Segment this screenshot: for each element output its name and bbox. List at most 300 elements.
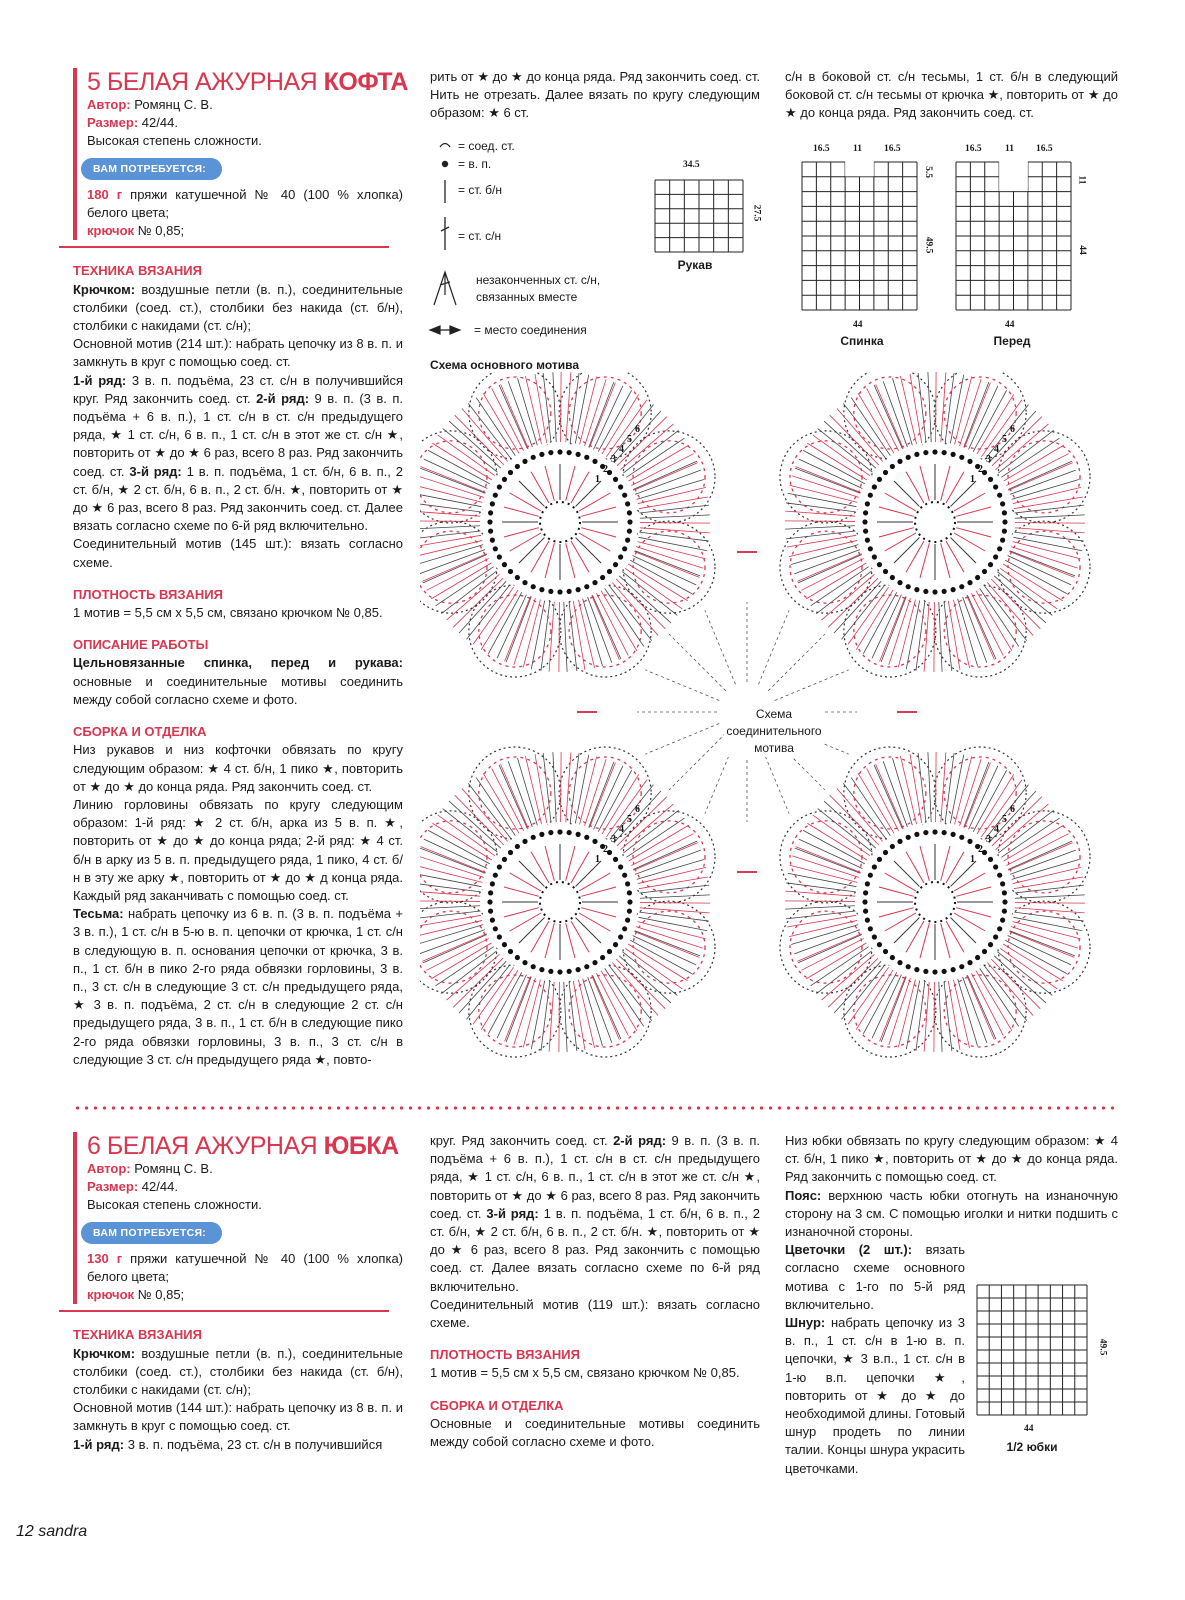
- row-number: 5: [1002, 434, 1007, 445]
- chain-dot: [539, 587, 544, 592]
- chain-dot: [502, 942, 507, 947]
- stitch: [420, 526, 480, 529]
- p6-cord-key: Шнур:: [785, 1315, 826, 1331]
- stitch: [785, 511, 855, 516]
- p6-tech-key: Крючком:: [73, 1345, 136, 1361]
- chain-dot: [539, 452, 544, 457]
- chain-dot: [1002, 529, 1007, 534]
- chain-dot: [490, 501, 495, 506]
- stitch: [858, 773, 894, 833]
- chain-dot: [627, 899, 632, 904]
- chain-dot: [1000, 881, 1005, 886]
- chain-dot: [622, 546, 627, 551]
- chain-dot: [1002, 890, 1007, 895]
- p5-tech-key: Крючком:: [73, 281, 136, 297]
- chain-dot: [493, 873, 498, 878]
- p6-tech-value: воздушные петли (в. п.), соединительные столбики (соед. ст.), столбики без накида (ст. б/н), столбики с накидами (ст. с/н);: [73, 1345, 403, 1398]
- chain-dot: [988, 857, 993, 862]
- chain-dot: [988, 942, 993, 947]
- p5-desc-heading: ОПИСАНИЕ РАБОТЫ: [73, 637, 209, 653]
- chain-dot: [997, 926, 1002, 931]
- chain-dot: [897, 580, 902, 585]
- chain-dot: [622, 926, 627, 931]
- stitch: [566, 372, 571, 442]
- p6-flowers-value: вязать согласно схеме основного мотива с 1-го по 5-й ряд включительно.: [785, 1242, 965, 1312]
- connecting-motif-label: Схема соединительного мотива: [724, 706, 824, 757]
- chain-dot: [932, 969, 937, 974]
- stitch: [633, 463, 697, 491]
- chain-dot: [613, 477, 618, 482]
- neckline-cutout: [845, 162, 874, 177]
- p5-yarn-value: пряжи катушечной № 40 (100 % хлопка) белого цвета;: [87, 186, 403, 221]
- p6-difficulty: Высокая степень сложности.: [87, 1197, 262, 1213]
- p5-row2-value: 9 в. п. (3 в. п. подъёма + 6 в. п.), 1 ст. с/н в ст. с/н предыдущего ряда, ★ 1 ст. с/н, 6 в. п., 1 ст. с/н в этот же ст. с/н ★, повторить от ★ до ★ 6 раз, всего 8 раз. Ряд закончить соед. ст.: [73, 390, 403, 479]
- stitch: [939, 602, 942, 672]
- chain-dot: [959, 455, 964, 460]
- stitch: [431, 563, 491, 599]
- chain-dot: [942, 589, 947, 594]
- chain-dot: [883, 850, 888, 855]
- chain-dot: [488, 510, 493, 515]
- chain-dot: [890, 464, 895, 469]
- p6-c2-start: круг. Ряд закончить соед. ст.: [430, 1133, 608, 1148]
- legend-decrease-b: связанных вместе: [476, 290, 578, 304]
- p6-author: [87, 1160, 403, 1178]
- chain-dot: [993, 934, 998, 939]
- stitch: [637, 859, 704, 879]
- chain-dot: [967, 580, 972, 585]
- chain-dot: [488, 890, 493, 895]
- chain-dot: [584, 964, 589, 969]
- p6-motif: Основной мотив (144 шт.): набрать цепочку из 8 в. п. и замкнуть в круг с помощью соед. ст.: [73, 1400, 403, 1434]
- stitch: [596, 973, 628, 1035]
- chain-dot: [487, 899, 492, 904]
- p5-size-value: 42/44.: [141, 115, 178, 131]
- row-number: 4: [994, 444, 999, 455]
- p5-hook: [87, 222, 403, 240]
- skirt-grid: [977, 1285, 1087, 1415]
- stitch: [939, 982, 942, 1052]
- p6-author-key: Автор:: [87, 1161, 131, 1176]
- skirt-height: 49.5: [1097, 1338, 1108, 1356]
- chain-dot: [592, 459, 597, 464]
- legend-dc: = ст. с/н: [458, 229, 502, 243]
- stitch: [976, 591, 1012, 651]
- p5-yarn: [87, 186, 403, 222]
- stitch: [787, 915, 856, 927]
- chain-dot: [618, 934, 623, 939]
- chain-dot: [975, 955, 980, 960]
- front-grid: [956, 162, 1071, 311]
- p6-yarn: [87, 1250, 403, 1286]
- p5-assembly-1: Низ рукавов и низ кофточки обвязать по кругу следующим образом: ★ 4 ст. б/н, 1 пико ★, повторить от ★ до ★ до конца ряда. Ряд закончить соед. ст.: [73, 742, 403, 794]
- chain-dot: [1000, 538, 1005, 543]
- p6-author-value: Ромянц С. В.: [134, 1161, 213, 1176]
- stitch: [561, 752, 562, 822]
- chain-dot: [993, 864, 998, 869]
- p5-yarn-key: 180 г: [87, 186, 123, 202]
- neckline-cutout: [999, 162, 1028, 192]
- chain-dot: [622, 493, 627, 498]
- stitch: [492, 768, 524, 830]
- chain-dot: [584, 584, 589, 589]
- row-number: 6: [1010, 804, 1015, 815]
- row-number: 3: [611, 454, 616, 465]
- chain-dot: [515, 844, 520, 849]
- chain-dot: [531, 584, 536, 589]
- row-number: 4: [619, 824, 624, 835]
- stitch: [797, 934, 861, 962]
- stitch: [631, 454, 693, 486]
- chain-dot: [497, 864, 502, 869]
- stitch: [785, 901, 855, 902]
- row-number: 6: [1010, 424, 1015, 435]
- p6-number: 6: [87, 1132, 101, 1160]
- p6-row1-value: 3 в. п. подъёма, 23 ст. с/н в получившийся: [127, 1436, 383, 1452]
- chain-dot: [607, 949, 612, 954]
- stitch: [967, 595, 995, 659]
- p5-rows: [73, 372, 403, 536]
- chain-dot: [883, 470, 888, 475]
- chain-dot: [531, 455, 536, 460]
- chain-dot: [592, 580, 597, 585]
- chain-dot: [993, 484, 998, 489]
- chain-dot: [613, 857, 618, 862]
- p5-density: 1 мотив = 5,5 см х 5,5 см, связано крючком № 0,85.: [73, 605, 383, 621]
- stitch: [629, 445, 689, 481]
- chain-dot: [493, 926, 498, 931]
- chain-dot: [906, 835, 911, 840]
- p5-tech: [73, 281, 403, 336]
- p5-assembly-heading: СБОРКА И ОТДЕЛКА: [73, 724, 207, 740]
- connecting-stitch: [645, 723, 719, 754]
- stitch: [971, 973, 1003, 1035]
- chain-dot: [868, 926, 873, 931]
- stitch: [936, 372, 937, 442]
- chain-dot: [865, 501, 870, 506]
- front-side-a: 11: [1076, 175, 1087, 185]
- p5-header: [73, 68, 408, 240]
- chain-dot: [576, 832, 581, 837]
- chain-dot: [862, 899, 867, 904]
- stitch: [797, 554, 861, 582]
- chain-dot: [872, 864, 877, 869]
- stitch: [1015, 515, 1085, 518]
- stitch: [785, 906, 855, 909]
- stitch: [1006, 454, 1068, 486]
- p5-continued: рить от ★ до ★ до конца ряда. Ряд закончить соед. ст. Нить не отрезать. Далее вязать по кругу следующим образом: ★ 6 ст.: [430, 69, 760, 121]
- main-motif: [780, 747, 1090, 1057]
- stitch: [426, 938, 488, 970]
- chain-dot: [906, 964, 911, 969]
- chain-dot: [488, 909, 493, 914]
- stitch: [573, 601, 585, 670]
- p5-tape-value: набрать цепочку из 6 в. п. (3 в. п. подъёма + 3 в. п.), 1 ст. с/н в 5-ю в. п. цепочки от крючка, 1 ст. с/н в следующую в. п. основания цепочки от крючка, 3 в. п., 1 ст. б/н в пико 2-го ряда обвязки горловины, 3 в. п., 3 ст. с/н в следующие 3 ст. с/н предыдущего ряда, ★ 3 в. п. подъёма, 2 ст. с/н в следующие 2 ст. с/н предыдущего ряда, 3 в. п., 1 ст. б/н в следующие пико 2-го ряда обвязки горловины, 3 в. п., 3 ст. с/н в следующие 3 ст. с/н предыдущего ряда ★, повто-: [73, 906, 403, 1067]
- chain-dot: [982, 949, 987, 954]
- chain-dot: [613, 562, 618, 567]
- p6-cord-value: набрать цепочку из 3 в. п., 1 ст. с/н в 1-ю в. п. цепочки, ★ 3 в.п., 1 ст. с/н в 1-ю в.п. цепочки ★, повторить от ★ до ★ до необходимой длины. Готовый шнур продеть по линии талии. Концы шнура украсить цветочками.: [785, 1315, 965, 1476]
- chain-dot: [539, 832, 544, 837]
- stitch: [876, 764, 904, 828]
- p5-col3-text: [785, 68, 1118, 123]
- p5-divider: [59, 246, 389, 248]
- row-number: 2: [603, 464, 608, 475]
- chain-dot: [923, 589, 928, 594]
- legend-join: = место соединения: [474, 323, 587, 337]
- stitch: [566, 752, 571, 822]
- stitch: [967, 975, 995, 1039]
- stitch: [640, 895, 710, 898]
- stitch: [492, 388, 524, 450]
- chain-dot: [988, 477, 993, 482]
- p5-tape: [73, 905, 403, 1069]
- chain-dot: [625, 501, 630, 506]
- stitch: [1005, 560, 1066, 593]
- chain-dot: [872, 484, 877, 489]
- p6-title: [87, 1132, 403, 1160]
- p6-row3-key: 3-й ряд:: [486, 1205, 539, 1221]
- chain-dot: [618, 484, 623, 489]
- motif-scheme-title: Схема основного мотива: [430, 358, 580, 372]
- chain-dot: [548, 830, 553, 835]
- chain-dot: [951, 587, 956, 592]
- front-side-b: 44: [1076, 245, 1087, 255]
- p5-density-heading: ПЛОТНОСТЬ ВЯЗАНИЯ: [73, 586, 223, 602]
- stitch: [561, 372, 562, 442]
- p6-row2-key: 2-й ряд:: [613, 1133, 667, 1148]
- chain-dot: [497, 554, 502, 559]
- chain-dot: [942, 969, 947, 974]
- chain-dot: [932, 829, 937, 834]
- slip-stitch-symbol: [440, 144, 450, 148]
- stitch: [892, 758, 912, 825]
- chain-dot: [627, 529, 632, 534]
- chain-dot: [868, 493, 873, 498]
- chain-dot: [865, 881, 870, 886]
- chain-dot: [497, 484, 502, 489]
- p6-conn-motif: Соединительный мотив (119 шт.): вязать согласно схеме.: [430, 1296, 760, 1331]
- p5-row3-key: 3-й ряд:: [129, 463, 182, 479]
- stitch: [422, 934, 486, 962]
- chain-dot: [1000, 918, 1005, 923]
- row-number: 1: [595, 474, 600, 485]
- legend-slip-stitch: = соед. ст.: [458, 139, 515, 153]
- chain-dot: [490, 538, 495, 543]
- stitch: [564, 602, 567, 672]
- stitch: [601, 591, 637, 651]
- chain-dot: [993, 554, 998, 559]
- stitch: [910, 754, 922, 823]
- stitch: [535, 374, 547, 443]
- stitch: [601, 971, 637, 1031]
- p5-tech-heading: ТЕХНИКА ВЯЗАНИЯ: [73, 263, 202, 279]
- stitch: [583, 599, 603, 666]
- chain-dot: [863, 510, 868, 515]
- p5-col2-text: [430, 68, 760, 123]
- stitch: [791, 545, 858, 565]
- p6-belt: [785, 1187, 1118, 1242]
- p6-assembly: Основные и соединительные мотивы соединить между собой согласно схеме и фото.: [430, 1415, 760, 1450]
- connecting-stitch: [758, 610, 789, 684]
- stitch: [553, 752, 556, 822]
- chain-dot: [951, 967, 956, 972]
- row-number: 5: [627, 814, 632, 825]
- chain-dot: [1002, 909, 1007, 914]
- stitch: [630, 560, 691, 593]
- p6-yarn-value: пряжи катушечной № 40 (100 % хлопка) белого цвета;: [87, 1250, 403, 1285]
- stitch: [1004, 445, 1064, 481]
- chain-dot: [487, 519, 492, 524]
- chain-dot: [914, 587, 919, 592]
- chain-dot: [914, 452, 919, 457]
- chain-dot: [942, 830, 947, 835]
- stitch: [971, 593, 1003, 655]
- p6-size-key: Размер:: [87, 1179, 139, 1195]
- chain-dot: [567, 830, 572, 835]
- chain-dot: [951, 832, 956, 837]
- chain-dot: [493, 493, 498, 498]
- chain-dot: [883, 949, 888, 954]
- chain-dot: [490, 881, 495, 886]
- stitch: [863, 592, 896, 653]
- stitch: [1008, 463, 1072, 491]
- chain-dot: [906, 455, 911, 460]
- chain-dot: [897, 839, 902, 844]
- back-side-a: 5.5: [922, 166, 933, 178]
- front-top-a: 16.5: [965, 144, 982, 154]
- chain-dot: [914, 832, 919, 837]
- p6-size: [87, 1178, 403, 1196]
- front-bottom: 44: [1005, 320, 1015, 330]
- main-motif: [780, 372, 1090, 677]
- chain-dot: [967, 459, 972, 464]
- stitch: [422, 554, 486, 582]
- p6-cord: [785, 1314, 965, 1478]
- back-bottom: 44: [853, 320, 863, 330]
- chain-dot: [576, 452, 581, 457]
- row-number: 2: [978, 464, 983, 475]
- chain-dot: [557, 829, 562, 834]
- p5-author-key: Автор:: [87, 97, 131, 112]
- row-number: 2: [978, 844, 983, 855]
- chain-dot: [959, 964, 964, 969]
- sleeve-width: 34.5: [683, 160, 700, 170]
- chain-dot: [522, 960, 527, 965]
- p6-title-b: ЮБКА: [323, 1132, 399, 1160]
- chain-dot: [997, 546, 1002, 551]
- stitch: [483, 773, 519, 833]
- p6-density-heading: ПЛОТНОСТЬ ВЯЗАНИЯ: [430, 1347, 580, 1363]
- p6-row2-value: 9 в. п. (3 в. п. подъёма + 6 в. п.), 1 ст. с/н в ст. с/н предыдущего ряда, ★ 1 ст. с/н, 6 в. п., 1 ст. с/н в этот же ст. с/н ★, повторить от ★ до ★ 6 раз, всего 8 раз. Ряд закончить соед. ст.: [430, 1133, 760, 1221]
- p5-title-b: КОФТА: [323, 68, 408, 96]
- chain-dot: [625, 881, 630, 886]
- chain-dot: [548, 450, 553, 455]
- p5-size: [87, 114, 403, 132]
- p6-tech-heading: ТЕХНИКА ВЯЗАНИЯ: [73, 1327, 202, 1343]
- chain-dot: [959, 584, 964, 589]
- chain-dot: [622, 873, 627, 878]
- chain-dot: [868, 873, 873, 878]
- skirt-schematic: [972, 1280, 1092, 1420]
- row-number: 5: [627, 434, 632, 445]
- stitch: [420, 511, 480, 516]
- chain-dot: [493, 546, 498, 551]
- chain-dot: [567, 450, 572, 455]
- chain-dot: [906, 584, 911, 589]
- stitch: [867, 768, 899, 830]
- p5-assembly-2: Линию горловины обвязать по кругу следующим образом: 1-й ряд: ★ 2 ст. б/н, арка из 5 в. п. ★, повторить от ★ до ★ до конца ряда; 2-й ряд: ★ 4 ст. б/н в арку из 5 в. п. предыдущего ряда, 1 пико, 4 ст. б/н в эту же арку ★, повторить от ★ до ★ д конца ряда. Каждый ряд заканчивать с помощью соед. ст.: [73, 796, 403, 903]
- stitch: [420, 883, 481, 892]
- p6-need-badge: ВАМ ПОТРЕБУЕТСЯ:: [81, 1222, 222, 1244]
- chain-dot: [923, 830, 928, 835]
- p6-row1-key: 1-й ряд:: [73, 1436, 125, 1452]
- stitch: [806, 563, 866, 599]
- stitch: [858, 393, 894, 453]
- chain-dot: [592, 839, 597, 844]
- p5-need-badge: ВАМ ПОТРЕБУЕТСЯ:: [81, 158, 222, 180]
- stitch: [924, 602, 929, 672]
- p5-row1-key: 1-й ряд:: [73, 372, 127, 388]
- sleeve-height: 27.5: [751, 204, 762, 222]
- p6-divider: [59, 1310, 389, 1312]
- p6-row3-value: 1 в. п. подъёма, 1 ст. б/н, 6 в. п., 2 ст. б/н, ★ 2 ст. б/н, 6 в. п., 2 ст. б/н. ★, повторить от ★ до ★ 6 раз, всего 8 раз. Ряд закончить с помощью соед. ст. Далее вязать согласно схеме по 6-й ряд включительно.: [430, 1205, 760, 1294]
- front-label: Перед: [993, 334, 1031, 348]
- chain-dot: [897, 960, 902, 965]
- chain-dot: [863, 909, 868, 914]
- stitch: [785, 891, 855, 896]
- stitch: [785, 521, 855, 522]
- stitch: [420, 503, 481, 512]
- stitch: [1004, 825, 1064, 861]
- chain-dot: [627, 890, 632, 895]
- chain-dot: [862, 519, 867, 524]
- row-number: 6: [635, 424, 640, 435]
- chain-dot: [502, 562, 507, 567]
- chain-dot: [883, 569, 888, 574]
- stitch: [1012, 479, 1079, 499]
- p6-belt-value: верхнюю часть юбки отогнуть на изнаночную сторону на 3 см. С помощью иголки и нитки подшить с изнаночной стороны.: [785, 1187, 1118, 1240]
- stitch: [928, 752, 931, 822]
- stitch: [630, 940, 691, 973]
- front-top-b: 11: [1005, 144, 1014, 154]
- p5-row3-value: 1 в. п. подъёма, 1 ст. б/н, 6 в. п., 2 ст. б/н, ★ 2 ст. б/н, 6 в. п., 2 ст. б/н. ★, повторить от ★ до ★ 6 раз, всего 8 раз. Ряд закончить соед. ст. Далее вязать согласно схеме по 6-й ряд включительно.: [73, 463, 403, 534]
- connecting-stitch: [705, 610, 736, 684]
- stitch: [928, 372, 931, 442]
- stitch: [640, 523, 710, 524]
- legend-chain: = в. п.: [458, 157, 492, 171]
- p6-header: [73, 1132, 403, 1304]
- stitch: [801, 938, 863, 970]
- stitch: [420, 891, 480, 896]
- sleeve-grid: [655, 180, 743, 252]
- stitch: [1015, 523, 1085, 524]
- chain-dot: [997, 493, 1002, 498]
- chain-dot: [877, 942, 882, 947]
- decrease-symbol: [434, 272, 456, 305]
- stitch: [924, 982, 929, 1052]
- chain-dot: [584, 455, 589, 460]
- chain-dot: [988, 562, 993, 567]
- chain-dot: [584, 835, 589, 840]
- p6-hook-value: № 0,85;: [137, 1287, 185, 1303]
- chain-dot: [1002, 899, 1007, 904]
- chain-dot: [877, 477, 882, 482]
- chain-dot: [627, 519, 632, 524]
- chain-dot: [877, 562, 882, 567]
- chain-dot: [627, 909, 632, 914]
- stitch: [420, 521, 480, 522]
- stitch: [910, 374, 922, 443]
